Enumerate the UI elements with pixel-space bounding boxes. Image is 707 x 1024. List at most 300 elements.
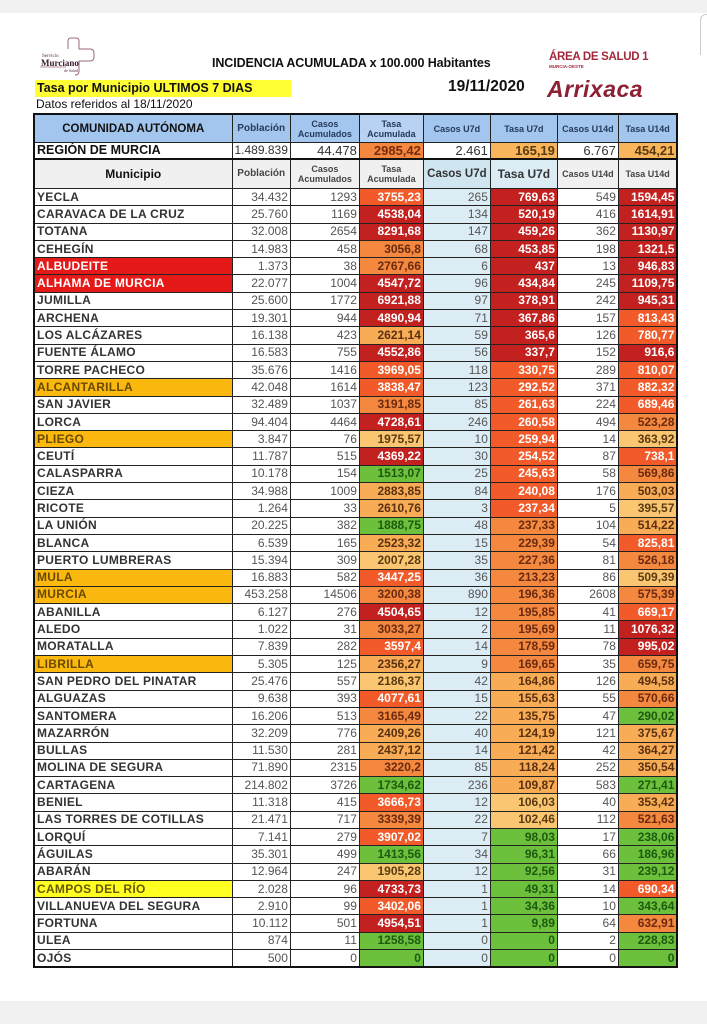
municipio-name: ALCANTARILLA [34, 379, 232, 396]
col-header: Casos Acumulados [290, 114, 359, 143]
tasa-u14d: 810,07 [618, 361, 677, 378]
tasa-acumulada: 3597,4 [359, 638, 423, 655]
tasa-acumulada: 4077,61 [359, 690, 423, 707]
casos-u7d: 1 [423, 915, 490, 932]
tasa-acumulada: 3755,23 [359, 189, 423, 206]
report-title: INCIDENCIA ACUMULADA x 100.000 Habitantes [212, 56, 491, 70]
table-row [34, 379, 677, 396]
municipio-name: OJÓS [34, 950, 232, 968]
page-edge [700, 14, 707, 55]
casos-acumulados: 1009 [290, 483, 359, 500]
casos-acumulados: 755 [290, 344, 359, 361]
table-row [34, 759, 677, 776]
tasa-acumulada: 4890,94 [359, 310, 423, 327]
poblacion: 16.138 [232, 327, 290, 344]
casos-u7d: 36 [423, 569, 490, 586]
table-row [34, 656, 677, 673]
tasa-u7d: 106,03 [490, 794, 557, 811]
casos-acumulados: 2654 [290, 223, 359, 240]
tasa-acumulada: 4954,51 [359, 915, 423, 932]
tasa-u14d: 239,12 [618, 863, 677, 880]
tasa-acumulada: 3033,27 [359, 621, 423, 638]
poblacion: 7.839 [232, 638, 290, 655]
poblacion: 500 [232, 950, 290, 968]
poblacion: 2.910 [232, 898, 290, 915]
tasa-acumulada: 4504,65 [359, 604, 423, 621]
municipio-name: ALHAMA DE MURCIA [34, 275, 232, 292]
poblacion: 25.600 [232, 292, 290, 309]
reference-date: Datos referidos al 18/11/2020 [36, 97, 193, 111]
casos-acumulados: 513 [290, 707, 359, 724]
casos-u7d: 12 [423, 794, 490, 811]
tasa-u14d: 364,27 [618, 742, 677, 759]
casos-u7d: 0 [423, 932, 490, 949]
tasa-u14d: 738,1 [618, 448, 677, 465]
tasa-u14d: 689,46 [618, 396, 677, 413]
tasa-u7d: 260,58 [490, 413, 557, 430]
casos-u7d: 85 [423, 396, 490, 413]
municipio-name: CARTAGENA [34, 777, 232, 794]
casos-u7d: 30 [423, 448, 490, 465]
tasa-u7d: 227,36 [490, 552, 557, 569]
tasa-u7d: 365,6 [490, 327, 557, 344]
tasa-u7d: 330,75 [490, 361, 557, 378]
municipio-name: JUMILLA [34, 292, 232, 309]
poblacion: 19.301 [232, 310, 290, 327]
table-row [34, 604, 677, 621]
tasa-acumulada: 1413,56 [359, 846, 423, 863]
casos-u7d: 56 [423, 344, 490, 361]
tasa-u14d: 523,28 [618, 413, 677, 430]
table-row [34, 794, 677, 811]
casos-u7d: 40 [423, 725, 490, 742]
poblacion: 34.988 [232, 483, 290, 500]
casos-u7d: 123 [423, 379, 490, 396]
col-header: Tasa U7d [490, 114, 557, 143]
casos-acumulados: 0 [290, 950, 359, 968]
tasa-u7d: 195,85 [490, 604, 557, 621]
tasa-u7d: 9,89 [490, 915, 557, 932]
casos-u14d: 0 [557, 950, 618, 968]
tasa-acumulada: 3056,8 [359, 240, 423, 257]
poblacion: 25.476 [232, 673, 290, 690]
casos-u14d: 31 [557, 863, 618, 880]
casos-u7d: 0 [423, 950, 490, 968]
poblacion: 6.539 [232, 534, 290, 551]
poblacion: 11.530 [232, 742, 290, 759]
table-row [34, 863, 677, 880]
poblacion: 21.471 [232, 811, 290, 828]
table-row [34, 880, 677, 897]
tasa-acumulada: 8291,68 [359, 223, 423, 240]
table-row [34, 811, 677, 828]
casos-u7d: 246 [423, 413, 490, 430]
casos-u14d: 252 [557, 759, 618, 776]
col-header: Tasa U14d [618, 114, 677, 143]
region-tasa-u14d: 454,21 [618, 143, 677, 160]
municipio-name: ALBUDEITE [34, 258, 232, 275]
poblacion: 7.141 [232, 828, 290, 845]
region-row [34, 143, 677, 160]
casos-acumulados: 2315 [290, 759, 359, 776]
tasa-acumulada: 1258,58 [359, 932, 423, 949]
tasa-u14d: 526,18 [618, 552, 677, 569]
municipio-name: RICOTE [34, 500, 232, 517]
tasa-u14d: 521,63 [618, 811, 677, 828]
municipio-name: MULA [34, 569, 232, 586]
tasa-acumulada: 1734,62 [359, 777, 423, 794]
poblacion: 94.404 [232, 413, 290, 430]
tasa-u14d: 503,03 [618, 483, 677, 500]
table-row [34, 258, 677, 275]
report-date: 19/11/2020 [448, 78, 525, 95]
poblacion: 2.028 [232, 880, 290, 897]
municipio-name: MAZARRÓN [34, 725, 232, 742]
tasa-u7d: 261,63 [490, 396, 557, 413]
casos-u14d: 40 [557, 794, 618, 811]
casos-u7d: 97 [423, 292, 490, 309]
casos-u7d: 84 [423, 483, 490, 500]
table-row [34, 725, 677, 742]
tasa-u7d: 237,33 [490, 517, 557, 534]
casos-u14d: 13 [557, 258, 618, 275]
casos-acumulados: 458 [290, 240, 359, 257]
table-row [34, 500, 677, 517]
table-row [34, 552, 677, 569]
municipio-header-row [34, 159, 677, 189]
col-header: Casos U14d [557, 159, 618, 189]
tasa-acumulada: 2767,66 [359, 258, 423, 275]
casos-acumulados: 393 [290, 690, 359, 707]
casos-acumulados: 582 [290, 569, 359, 586]
casos-u7d: 118 [423, 361, 490, 378]
casos-acumulados: 281 [290, 742, 359, 759]
casos-u14d: 224 [557, 396, 618, 413]
poblacion: 42.048 [232, 379, 290, 396]
tasa-u14d: 1130,97 [618, 223, 677, 240]
poblacion: 10.112 [232, 915, 290, 932]
poblacion: 5.305 [232, 656, 290, 673]
casos-acumulados: 515 [290, 448, 359, 465]
casos-u14d: 11 [557, 621, 618, 638]
tasa-acumulada: 3200,38 [359, 586, 423, 603]
region-casos-u7d: 2.461 [423, 143, 490, 160]
tasa-u7d: 237,34 [490, 500, 557, 517]
poblacion: 25.760 [232, 206, 290, 223]
casos-u7d: 35 [423, 552, 490, 569]
table-row [34, 413, 677, 430]
casos-u7d: 12 [423, 863, 490, 880]
casos-acumulados: 11 [290, 932, 359, 949]
municipio-name: FUENTE ÁLAMO [34, 344, 232, 361]
casos-u7d: 236 [423, 777, 490, 794]
casos-acumulados: 282 [290, 638, 359, 655]
tasa-u7d: 434,84 [490, 275, 557, 292]
poblacion: 16.206 [232, 707, 290, 724]
casos-u14d: 176 [557, 483, 618, 500]
casos-u14d: 157 [557, 310, 618, 327]
municipio-name: SAN PEDRO DEL PINATAR [34, 673, 232, 690]
casos-acumulados: 1004 [290, 275, 359, 292]
tasa-acumulada: 4733,73 [359, 880, 423, 897]
tasa-u7d: 292,52 [490, 379, 557, 396]
casos-u7d: 22 [423, 707, 490, 724]
tasa-acumulada: 4547,72 [359, 275, 423, 292]
casos-u7d: 25 [423, 465, 490, 482]
casos-u14d: 112 [557, 811, 618, 828]
tasa-u14d: 916,6 [618, 344, 677, 361]
casos-u14d: 121 [557, 725, 618, 742]
poblacion: 1.373 [232, 258, 290, 275]
poblacion: 9.638 [232, 690, 290, 707]
tasa-u14d: 945,31 [618, 292, 677, 309]
table-row [34, 932, 677, 949]
table-row [34, 690, 677, 707]
casos-acumulados: 4464 [290, 413, 359, 430]
poblacion: 20.225 [232, 517, 290, 534]
tasa-u14d: 228,83 [618, 932, 677, 949]
table-row [34, 950, 677, 968]
casos-u14d: 54 [557, 534, 618, 551]
tasa-acumulada: 4538,04 [359, 206, 423, 223]
table-row [34, 569, 677, 586]
casos-u7d: 68 [423, 240, 490, 257]
casos-u7d: 3 [423, 500, 490, 517]
municipio-name: MURCIA [34, 586, 232, 603]
region-casos-acumulados: 44.478 [290, 143, 359, 160]
region-header-row [34, 114, 677, 143]
casos-u14d: 549 [557, 189, 618, 206]
tasa-acumulada: 2007,28 [359, 552, 423, 569]
tasa-u14d: 1594,45 [618, 189, 677, 206]
servicio-murciano-logo [38, 37, 108, 75]
table-row [34, 915, 677, 932]
municipio-name: CIEZA [34, 483, 232, 500]
casos-u7d: 15 [423, 690, 490, 707]
casos-acumulados: 1169 [290, 206, 359, 223]
casos-acumulados: 415 [290, 794, 359, 811]
casos-u7d: 48 [423, 517, 490, 534]
municipio-name: CEHEGÍN [34, 240, 232, 257]
table-row [34, 310, 677, 327]
col-header: Casos U14d [557, 114, 618, 143]
casos-u14d: 81 [557, 552, 618, 569]
casos-acumulados: 717 [290, 811, 359, 828]
casos-u7d: 265 [423, 189, 490, 206]
tasa-u7d: 34,36 [490, 898, 557, 915]
tasa-u14d: 575,39 [618, 586, 677, 603]
casos-u14d: 2 [557, 932, 618, 949]
tasa-u14d: 271,41 [618, 777, 677, 794]
tasa-u7d: 98,03 [490, 828, 557, 845]
casos-u14d: 242 [557, 292, 618, 309]
municipio-name: MOLINA DE SEGURA [34, 759, 232, 776]
casos-u7d: 2 [423, 621, 490, 638]
tasa-u7d: 367,86 [490, 310, 557, 327]
municipio-name: ALGUAZAS [34, 690, 232, 707]
municipio-name: FORTUNA [34, 915, 232, 932]
table-row [34, 673, 677, 690]
municipio-name: ABARÁN [34, 863, 232, 880]
tasa-u14d: 395,57 [618, 500, 677, 517]
tasa-u14d: 514,22 [618, 517, 677, 534]
casos-u7d: 12 [423, 604, 490, 621]
region-casos-u14d: 6.767 [557, 143, 618, 160]
report-subtitle: Tasa por Municipio ULTIMOS 7 DIAS [35, 80, 291, 97]
tasa-u14d: 363,92 [618, 431, 677, 448]
tasa-u14d: 569,86 [618, 465, 677, 482]
casos-u14d: 2608 [557, 586, 618, 603]
tasa-u14d: 238,06 [618, 828, 677, 845]
tasa-u7d: 196,36 [490, 586, 557, 603]
tasa-acumulada: 4728,61 [359, 413, 423, 430]
table-row [34, 742, 677, 759]
table-row [34, 240, 677, 257]
municipio-name: YECLA [34, 189, 232, 206]
tasa-acumulada: 3666,73 [359, 794, 423, 811]
table-row [34, 223, 677, 240]
tasa-u14d: 995,02 [618, 638, 677, 655]
tasa-acumulada: 2186,37 [359, 673, 423, 690]
casos-u14d: 126 [557, 673, 618, 690]
tasa-acumulada: 2621,14 [359, 327, 423, 344]
tasa-u7d: 96,31 [490, 846, 557, 863]
municipio-name: BLANCA [34, 534, 232, 551]
tasa-acumulada: 1513,07 [359, 465, 423, 482]
poblacion: 10.178 [232, 465, 290, 482]
tasa-acumulada: 3220,2 [359, 759, 423, 776]
tasa-acumulada: 2409,26 [359, 725, 423, 742]
tasa-u7d: 240,08 [490, 483, 557, 500]
municipio-name: ABANILLA [34, 604, 232, 621]
municipio-name: CARAVACA DE LA CRUZ [34, 206, 232, 223]
tasa-u14d: 343,64 [618, 898, 677, 915]
tasa-u7d: 135,75 [490, 707, 557, 724]
casos-acumulados: 423 [290, 327, 359, 344]
casos-u7d: 71 [423, 310, 490, 327]
tasa-u14d: 1076,32 [618, 621, 677, 638]
casos-u14d: 245 [557, 275, 618, 292]
table-row [34, 621, 677, 638]
tasa-acumulada: 2883,85 [359, 483, 423, 500]
tasa-u14d: 350,54 [618, 759, 677, 776]
casos-u14d: 126 [557, 327, 618, 344]
casos-u7d: 147 [423, 223, 490, 240]
tasa-u14d: 632,91 [618, 915, 677, 932]
tasa-u7d: 229,39 [490, 534, 557, 551]
casos-u7d: 14 [423, 742, 490, 759]
casos-u14d: 152 [557, 344, 618, 361]
tasa-u14d: 669,17 [618, 604, 677, 621]
casos-u7d: 96 [423, 275, 490, 292]
poblacion: 14.983 [232, 240, 290, 257]
municipio-name: CALASPARRA [34, 465, 232, 482]
casos-u14d: 35 [557, 656, 618, 673]
casos-u14d: 41 [557, 604, 618, 621]
tasa-u14d: 690,34 [618, 880, 677, 897]
logo-line2: Murciano [41, 58, 79, 68]
arrixaca-logo [547, 76, 643, 103]
tasa-u14d: 570,66 [618, 690, 677, 707]
casos-acumulados: 76 [290, 431, 359, 448]
col-header: Población [232, 159, 290, 189]
col-header: Casos U7d [423, 114, 490, 143]
table-row [34, 292, 677, 309]
tasa-u14d: 882,32 [618, 379, 677, 396]
casos-u14d: 42 [557, 742, 618, 759]
tasa-u14d: 1109,75 [618, 275, 677, 292]
tasa-u7d: 92,56 [490, 863, 557, 880]
municipio-name: CAMPOS DEL RÍO [34, 880, 232, 897]
tasa-u14d: 509,39 [618, 569, 677, 586]
casos-u14d: 10 [557, 898, 618, 915]
casos-u7d: 14 [423, 638, 490, 655]
tasa-acumulada: 3191,85 [359, 396, 423, 413]
poblacion: 32.008 [232, 223, 290, 240]
casos-u14d: 58 [557, 465, 618, 482]
poblacion: 15.394 [232, 552, 290, 569]
tasa-acumulada: 1975,57 [359, 431, 423, 448]
casos-u7d: 59 [423, 327, 490, 344]
casos-acumulados: 279 [290, 828, 359, 845]
logo-line3: de Salud [64, 68, 78, 73]
col-header: Casos Acumulados [290, 159, 359, 189]
casos-acumulados: 31 [290, 621, 359, 638]
municipio-name: ALEDO [34, 621, 232, 638]
tasa-u7d: 109,87 [490, 777, 557, 794]
table-row [34, 898, 677, 915]
casos-acumulados: 309 [290, 552, 359, 569]
tasa-u14d: 825,81 [618, 534, 677, 551]
table-row [34, 828, 677, 845]
poblacion: 16.583 [232, 344, 290, 361]
casos-u14d: 17 [557, 828, 618, 845]
tasa-u7d: 102,46 [490, 811, 557, 828]
municipio-name: BULLAS [34, 742, 232, 759]
casos-u14d: 371 [557, 379, 618, 396]
tasa-u7d: 769,63 [490, 189, 557, 206]
casos-acumulados: 14506 [290, 586, 359, 603]
poblacion: 11.318 [232, 794, 290, 811]
casos-acumulados: 99 [290, 898, 359, 915]
casos-acumulados: 776 [290, 725, 359, 742]
poblacion: 11.787 [232, 448, 290, 465]
casos-acumulados: 247 [290, 863, 359, 880]
tasa-u7d: 121,42 [490, 742, 557, 759]
tasa-u14d: 813,43 [618, 310, 677, 327]
municipio-name: LIBRILLA [34, 656, 232, 673]
casos-u7d: 10 [423, 431, 490, 448]
poblacion: 32.209 [232, 725, 290, 742]
table-row [34, 206, 677, 223]
casos-acumulados: 501 [290, 915, 359, 932]
poblacion: 35.301 [232, 846, 290, 863]
casos-u7d: 134 [423, 206, 490, 223]
table-row [34, 846, 677, 863]
tasa-u7d: 459,26 [490, 223, 557, 240]
tasa-acumulada: 1888,75 [359, 517, 423, 534]
casos-acumulados: 1614 [290, 379, 359, 396]
tasa-u7d: 178,59 [490, 638, 557, 655]
table-row [34, 517, 677, 534]
area-salud-sub: MURCIA-OESTE [549, 64, 584, 69]
tasa-u7d: 124,19 [490, 725, 557, 742]
incidence-table [33, 113, 678, 968]
tasa-u7d: 164,86 [490, 673, 557, 690]
casos-acumulados: 1416 [290, 361, 359, 378]
region-tasa-acumulada: 2985,42 [359, 143, 423, 160]
tasa-u7d: 520,19 [490, 206, 557, 223]
